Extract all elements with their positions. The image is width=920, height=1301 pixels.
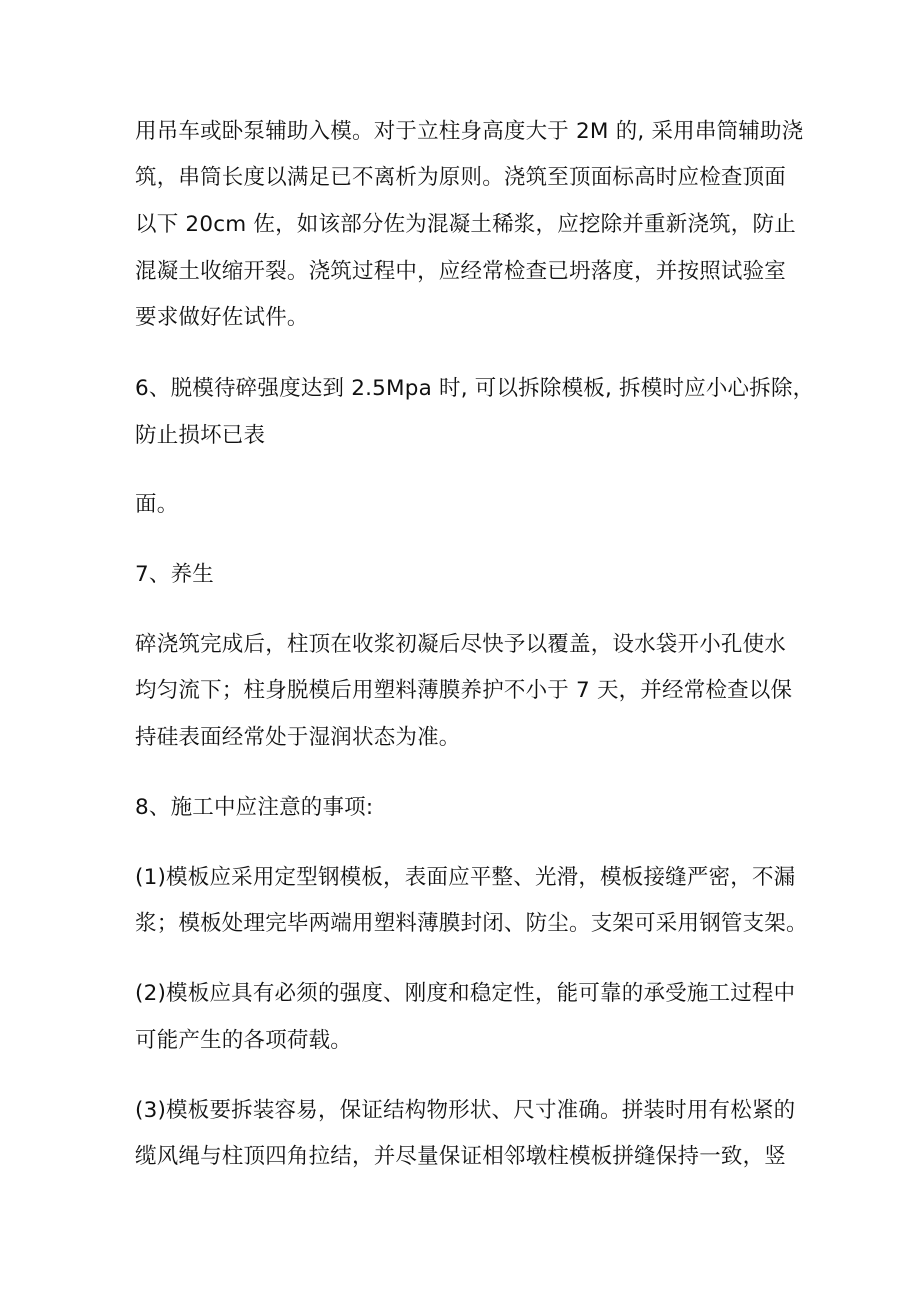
list-item-2: (2)模板应具有必须的强度、刚度和稳定性，能可靠的承受施工过程中 <box>135 981 796 1006</box>
text-line: 碎浇筑完成后，柱顶在收浆初凝后尽快予以覆盖，设水袋开小孔使水 <box>135 632 787 657</box>
text-line: 要求做好佐试件。 <box>135 305 309 330</box>
text-line: 可能产生的各项荷载。 <box>135 1028 353 1053</box>
section-heading-8: 8、施工中应注意的事项: <box>135 795 374 820</box>
text-line: 均匀流下；柱身脱模后用塑料薄膜养护不小于 7 天，并经常检查以保 <box>135 678 793 703</box>
list-item-3: (3)模板要拆装容易，保证结构物形状、尺寸准确。拼装时用有松紧的 <box>135 1098 796 1123</box>
text-line: 防止损坏已表 <box>135 423 266 448</box>
text-line: 筑，串筒长度以满足已不离析为原则。浇筑至顶面标高时应检查顶面 <box>135 165 787 190</box>
list-item-1: (1)模板应采用定型钢模板，表面应平整、光滑，模板接缝严密，不漏 <box>135 865 796 890</box>
text-line: 持硅表面经常处于湿润状态为准。 <box>135 725 461 750</box>
text-line: 以下 20cm 佐，如该部分佐为混凝土稀浆，应挖除并重新浇筑，防止 <box>135 212 796 237</box>
section-heading-6: 6、脱模待碎强度达到 2.5Mpa 时, 可以拆除模板, 拆模时应小心拆除， <box>135 376 815 401</box>
text-line: 浆；模板处理完毕两端用塑料薄膜封闭、防尘。支架可采用钢管支架。 <box>135 911 808 936</box>
text-line: 用吊车或卧泵辅助入模。对于立柱身高度大于 2M 的, 采用串筒辅助浇 <box>135 119 804 144</box>
text-line: 混凝土收缩开裂。浇筑过程中，应经常检查已坍落度，并按照试验室 <box>135 259 787 284</box>
text-line: 缆风绳与柱顶四角拉结，并尽量保证相邻墩柱模板拼缝保持一致，竖 <box>135 1144 787 1169</box>
text-line: 面。 <box>135 492 179 517</box>
section-heading-7: 7、养生 <box>135 562 214 587</box>
